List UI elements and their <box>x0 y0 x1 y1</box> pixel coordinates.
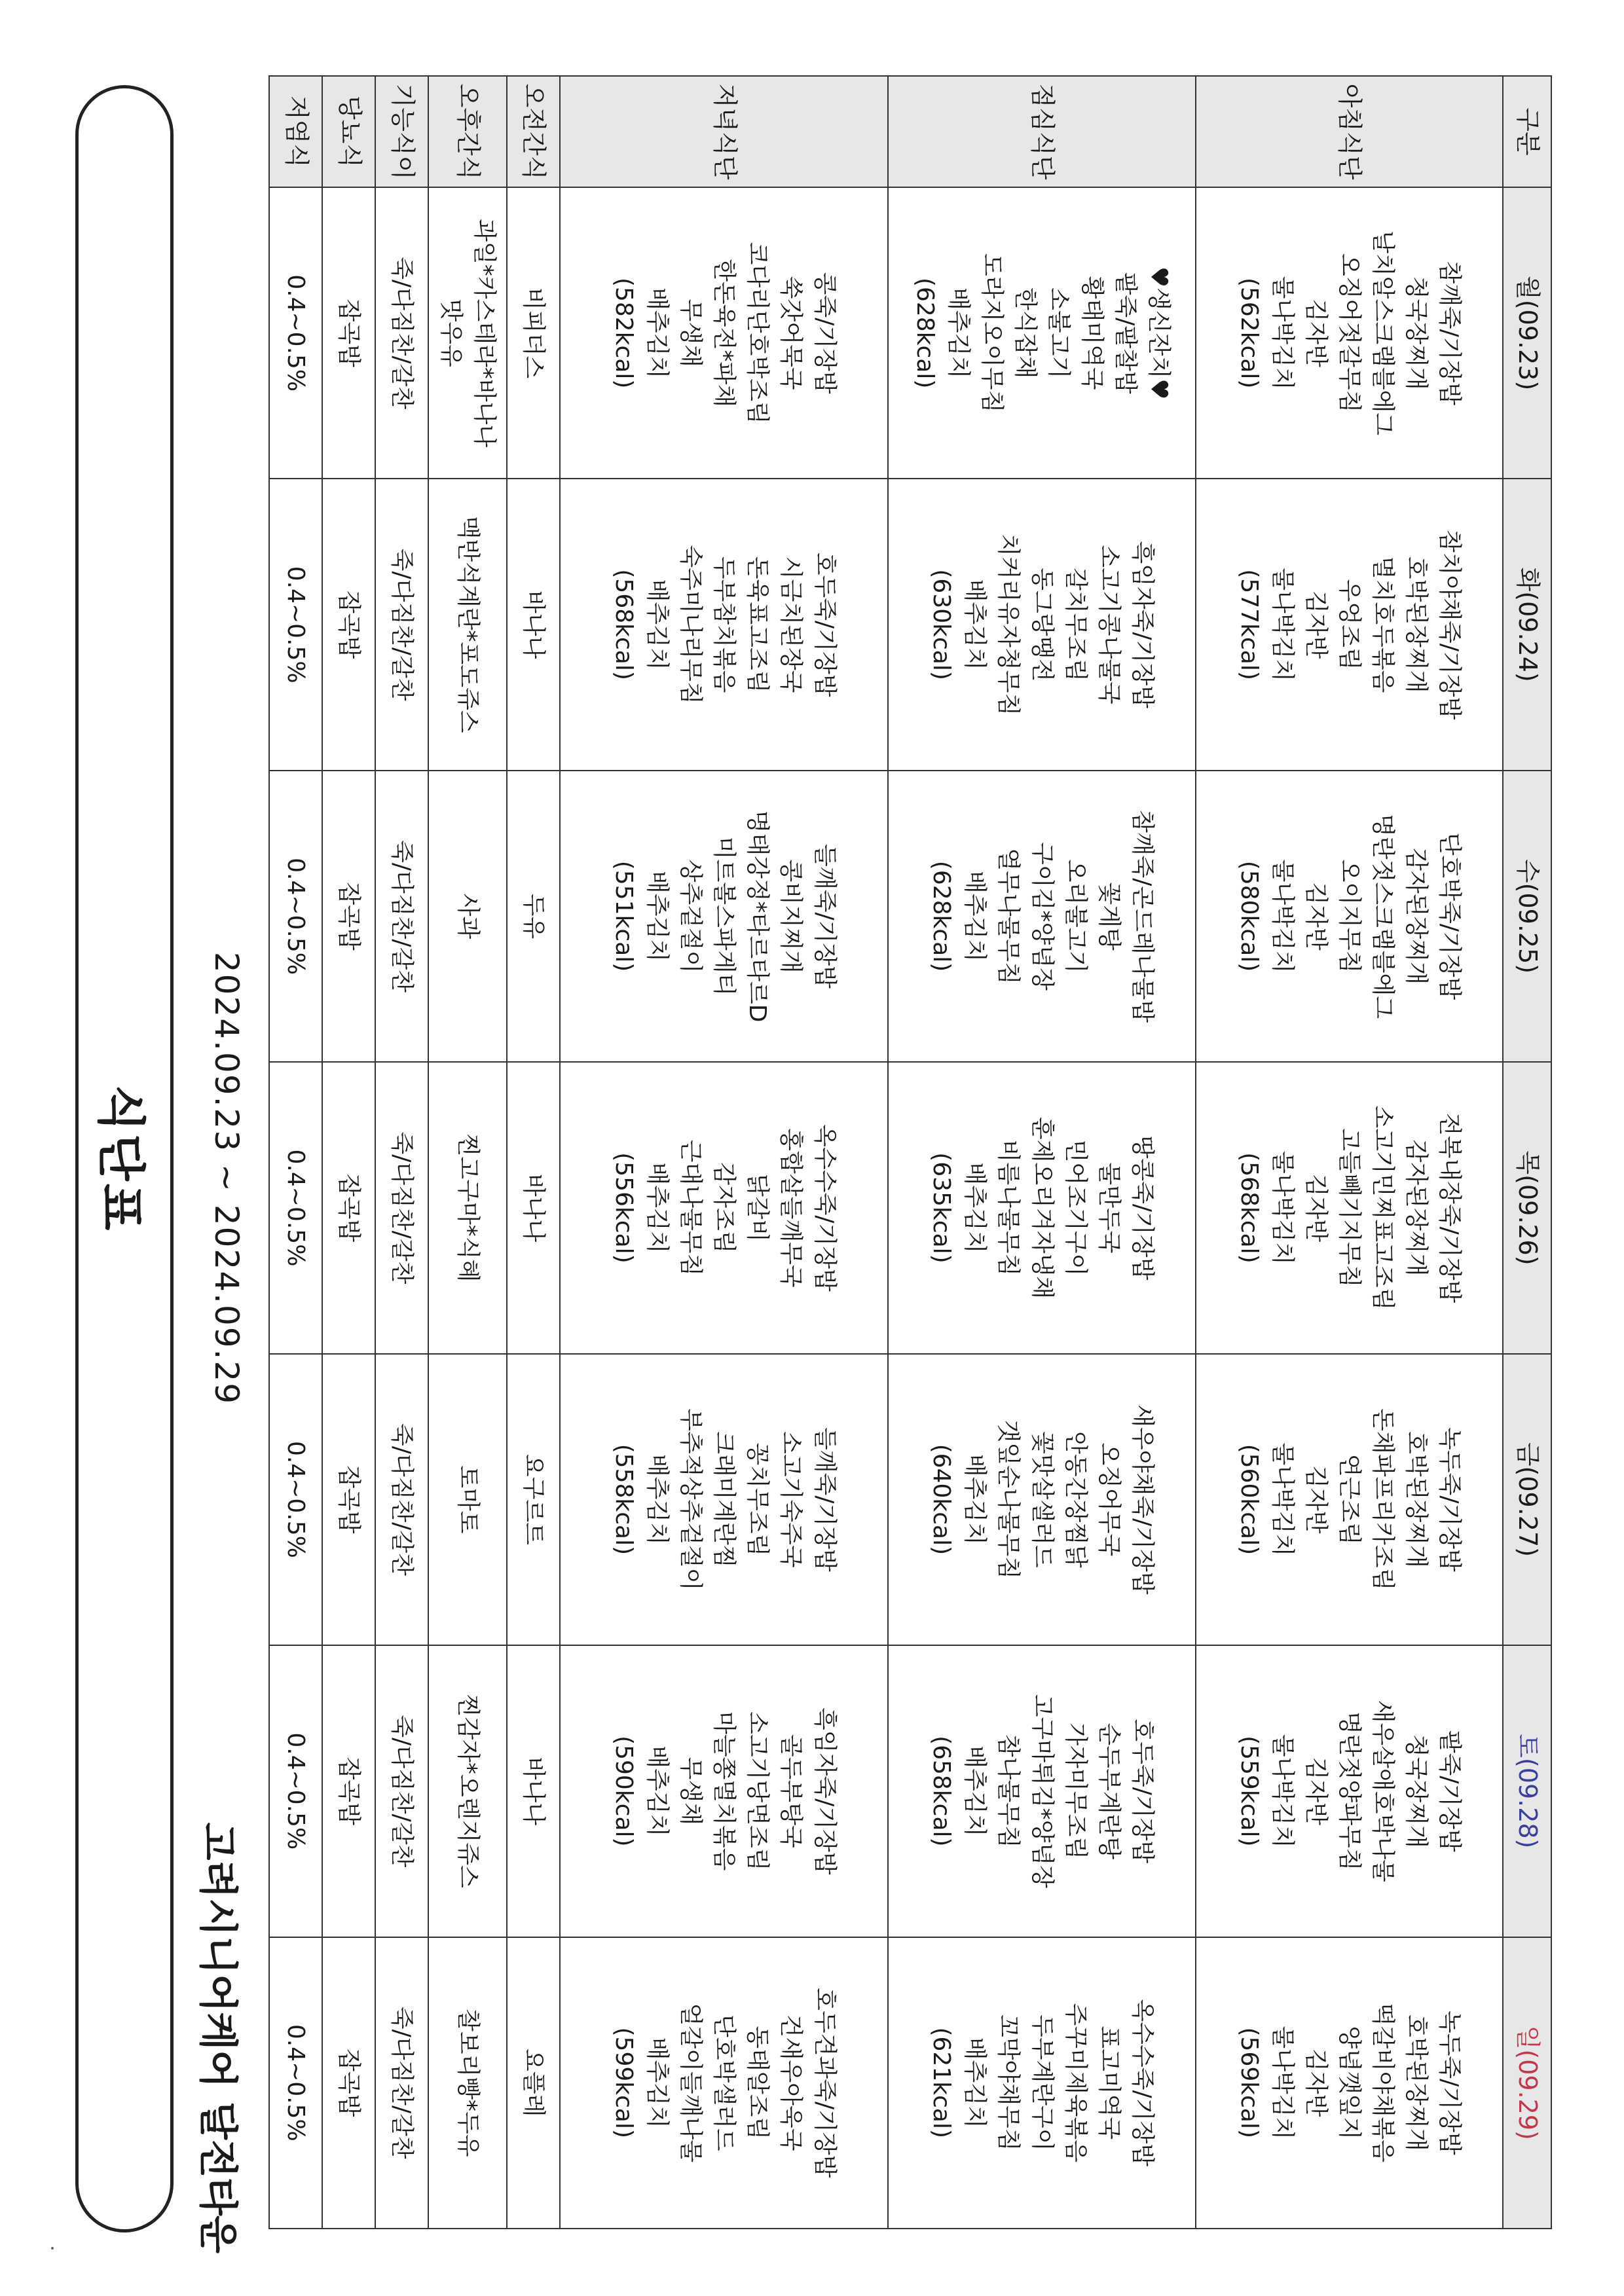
menu-cell <box>322 1645 375 1937</box>
menu-item: 김자반 <box>1302 299 1329 367</box>
menu-cell <box>375 187 428 479</box>
menu-item: 감자된장찌개 <box>1403 1139 1430 1277</box>
menu-item: 요구르트 <box>520 1453 547 1545</box>
menu-item: 0.4~0.5% <box>282 2024 310 2141</box>
day-header: 목(09.26) <box>1503 1062 1551 1353</box>
menu-cell <box>269 771 322 1062</box>
menu-item: 오징어무국 <box>1095 1442 1122 1557</box>
menu-cell <box>322 1354 375 1645</box>
menu-item: 얼갈이들깨나물 <box>677 2003 705 2162</box>
menu-item: 꽃게탕 <box>1095 882 1122 951</box>
menu-item: (569kcal) <box>1235 2027 1263 2139</box>
menu-item: 팥죽/팥찰밥 <box>1112 272 1139 394</box>
menu-item: 배추김치 <box>644 579 671 670</box>
menu-item: 청국장찌개 <box>1403 1734 1430 1848</box>
menu-item: (568kcal) <box>610 569 637 680</box>
menu-item: 김자반 <box>1302 1173 1329 1243</box>
menu-item: 호박된장찌개 <box>1403 2014 1430 2151</box>
menu-item: (560kcal) <box>1235 1444 1263 1556</box>
menu-item: 배추김치 <box>961 1745 989 1837</box>
menu-item: (635kcal) <box>928 1152 955 1264</box>
menu-cell <box>322 1062 375 1353</box>
menu-item: 죽/다짐찬/갈찬 <box>388 2006 416 2159</box>
row-label: 오전간식 <box>507 76 560 187</box>
menu-item: 물만두국 <box>1095 1162 1122 1254</box>
menu-item: 소고기콩나물국 <box>1095 545 1122 704</box>
menu-item: 소고기민찌표고조림 <box>1369 1105 1396 1311</box>
menu-item: 두유 <box>520 893 547 939</box>
menu-item: 단호박죽/기장밥 <box>1436 832 1464 1000</box>
menu-item: 0.4~0.5% <box>282 858 310 975</box>
menu-item: 명태강정*타르타르D <box>744 810 771 1023</box>
menu-item: (559kcal) <box>1235 1736 1263 1847</box>
menu-cell <box>507 1354 560 1645</box>
menu-cell <box>375 1354 428 1645</box>
menu-item: (630kcal) <box>928 569 955 680</box>
menu-item: 고들빼기지무침 <box>1335 1128 1363 1288</box>
menu-cell <box>375 1645 428 1937</box>
menu-item: 호두견과죽/기장밥 <box>811 1988 838 2178</box>
day-header-saturday: 토(09.28) <box>1503 1645 1551 1937</box>
menu-cell <box>1196 187 1503 479</box>
menu-cell <box>1196 1937 1503 2229</box>
menu-item: 잡곡밥 <box>335 1173 363 1243</box>
menu-item: 찰보리빵*두유 <box>454 2008 481 2157</box>
menu-item: 꼬막야채무침 <box>995 2014 1022 2151</box>
menu-item: 배추김치 <box>644 1162 671 1254</box>
menu-item: (551kcal) <box>610 860 637 972</box>
menu-item: 돈채파프리카조림 <box>1369 1408 1396 1591</box>
menu-item: 호두죽/기장밥 <box>1128 1719 1156 1864</box>
menu-cell <box>1196 1062 1503 1353</box>
menu-cell <box>375 1937 428 2229</box>
menu-item: 가자미무조림 <box>1061 1722 1089 1860</box>
functional-diet-row <box>375 76 428 2229</box>
menu-item: 죽/다짐찬/갈찬 <box>388 1423 416 1576</box>
row-label: 당뇨식 <box>322 76 375 187</box>
menu-cell <box>507 771 560 1062</box>
page-title: 식단표 <box>92 1084 149 1233</box>
row-label: 점심식단 <box>888 76 1195 187</box>
menu-cell <box>560 771 888 1062</box>
menu-item: 전복내장죽/기장밥 <box>1436 1112 1464 1303</box>
menu-item: 숙주미나리무침 <box>677 545 705 704</box>
menu-cell <box>507 1937 560 2229</box>
menu-item: 단호박샐러드 <box>710 2014 738 2151</box>
menu-item: (568kcal) <box>1235 1152 1263 1264</box>
menu-item: 소불고기 <box>1045 287 1073 379</box>
menu-item: (556kcal) <box>610 1152 637 1264</box>
menu-cell <box>507 187 560 479</box>
menu-cell <box>1196 771 1503 1062</box>
menu-item: 콩죽/기장밥 <box>811 272 838 394</box>
menu-item: 들깨죽/기장밥 <box>811 1427 838 1572</box>
row-label: 아침식단 <box>1196 76 1503 187</box>
menu-item: 청국장찌개 <box>1403 276 1430 390</box>
menu-item: 소고기당면조림 <box>744 1711 771 1871</box>
menu-item: 녹두죽/기장밥 <box>1436 1427 1464 1572</box>
menu-item: 감자조림 <box>710 1162 738 1254</box>
menu-cell <box>269 1354 322 1645</box>
menu-item: 배추김치 <box>944 287 972 379</box>
menu-item: 바나나 <box>520 1757 547 1825</box>
menu-item: 옥수수죽/기장밥 <box>1128 1999 1156 2167</box>
header-row <box>1503 76 1551 2229</box>
menu-cell <box>560 187 888 479</box>
menu-cell <box>322 771 375 1062</box>
menu-item: 과일*카스테라*바나나 <box>471 219 498 448</box>
menu-cell <box>1196 1645 1503 1937</box>
menu-item: 날치알스크램블에그 <box>1369 230 1396 436</box>
menu-item: 치커리유자청무침 <box>995 534 1022 716</box>
menu-item: 물나박김치 <box>1268 1151 1296 1265</box>
menu-item: 배추김치 <box>961 1453 989 1545</box>
menu-item: 건새우아욱국 <box>777 2014 805 2151</box>
menu-cell <box>428 1937 507 2229</box>
menu-item: 동그랑땡전 <box>1028 568 1056 682</box>
menu-item: 맥반석계란*포도쥬스 <box>454 516 481 733</box>
menu-item: (580kcal) <box>1235 860 1263 972</box>
low-salt-diet-row <box>269 76 322 2229</box>
menu-item: 한돈육전*파채 <box>710 259 738 408</box>
menu-item: 0.4~0.5% <box>282 1732 310 1850</box>
menu-item: 민어조기구이 <box>1061 1139 1089 1277</box>
menu-item: 배추김치 <box>961 579 989 670</box>
menu-item: 죽/다짐찬/갈찬 <box>388 1715 416 1868</box>
menu-cell <box>560 1645 888 1937</box>
menu-item: 요플레 <box>520 2049 547 2117</box>
menu-item: 감자된장찌개 <box>1403 848 1430 985</box>
menu-item: 김자반 <box>1302 1465 1329 1534</box>
day-header: 화(09.24) <box>1503 479 1551 770</box>
morning-snack-row <box>507 76 560 2229</box>
menu-item: 마늘쫑멸치볶음 <box>710 1711 738 1871</box>
menu-item: 흑임자죽/기장밥 <box>1128 541 1156 708</box>
menu-item: 호박된장찌개 <box>1403 1431 1430 1568</box>
breakfast-row <box>1196 76 1503 2229</box>
menu-item: 물나박김치 <box>1268 1734 1296 1848</box>
menu-item: 순두부계란탕 <box>1095 1722 1122 1860</box>
menu-item: 두부참치볶음 <box>710 556 738 693</box>
menu-item: 갯잎순나물무침 <box>995 1419 1022 1580</box>
menu-cell <box>560 1062 888 1353</box>
corner-header: 구분 <box>1503 76 1551 187</box>
menu-item: 골두부탕국 <box>777 1734 805 1848</box>
menu-item: 물나박김치 <box>1268 2026 1296 2140</box>
menu-cell <box>1196 1354 1503 1645</box>
menu-item: 잡곡밥 <box>335 882 363 951</box>
menu-item: 김자반 <box>1302 882 1329 951</box>
menu-item: 참깨죽/기장밥 <box>1436 261 1464 406</box>
menu-item: 바나나 <box>520 1173 547 1243</box>
row-label: 기능식이 <box>375 76 428 187</box>
afternoon-snack-row <box>428 76 507 2229</box>
menu-cell <box>888 187 1195 479</box>
menu-cell <box>888 1645 1195 1937</box>
menu-cell <box>428 771 507 1062</box>
menu-item: 근대나물무침 <box>677 1139 705 1277</box>
menu-item: 잡곡밥 <box>335 1757 363 1825</box>
menu-item: 고구마튀김*양념장 <box>1028 1694 1056 1888</box>
menu-item: 사과 <box>454 893 481 939</box>
menu-item: 열무나물무침 <box>995 848 1022 985</box>
menu-item: (640kcal) <box>928 1444 955 1556</box>
menu-item: 무생채 <box>677 299 705 367</box>
menu-cell <box>507 1645 560 1937</box>
menu-item: 호두죽/기장밥 <box>811 552 838 697</box>
menu-item: 바나나 <box>520 590 547 659</box>
menu-item: 한식잡채 <box>1012 287 1039 379</box>
menu-item: 주꾸미제육볶음 <box>1061 2003 1089 2162</box>
menu-item: 녹두죽/기장밥 <box>1436 2010 1464 2155</box>
menu-item: 참깨죽/곤드레나물밥 <box>1128 809 1156 1023</box>
menu-item: 물나박김치 <box>1268 276 1296 390</box>
menu-item: 갈치무조림 <box>1061 568 1089 682</box>
menu-item: 배추김치 <box>961 871 989 962</box>
menu-item: 잡곡밥 <box>335 2049 363 2117</box>
menu-item: 죽/다짐찬/갈찬 <box>388 840 416 993</box>
menu-item: 미트볼스파게티 <box>710 836 738 996</box>
menu-cell <box>269 1062 322 1353</box>
menu-item: 배추김치 <box>644 1745 671 1837</box>
menu-item: 잡곡밥 <box>335 590 363 659</box>
menu-item: 멸치호두볶음 <box>1369 556 1396 693</box>
menu-item: 두부계란구이 <box>1028 2014 1056 2151</box>
menu-item: 황태미역국 <box>1079 276 1106 390</box>
menu-item: 부추적상추겉절이 <box>677 1408 705 1591</box>
menu-cell <box>428 1645 507 1937</box>
menu-item: 동태알조림 <box>744 2026 771 2140</box>
menu-cell <box>888 1937 1195 2229</box>
menu-item: 옥수수죽/기장밥 <box>811 1124 838 1292</box>
menu-item: 홍합살들깨무국 <box>777 1128 805 1288</box>
menu-item: 0.4~0.5% <box>282 1440 310 1558</box>
menu-item: 코다리단호박조림 <box>744 242 771 424</box>
menu-item: 흑임자죽/기장밥 <box>811 1707 838 1875</box>
menu-item: 0.4~0.5% <box>282 274 310 392</box>
day-header: 금(09.27) <box>1503 1354 1551 1645</box>
scan-dot <box>51 2247 54 2250</box>
menu-cell <box>888 771 1195 1062</box>
menu-table <box>268 75 1552 2229</box>
day-header: 월(09.23) <box>1503 187 1551 479</box>
menu-item: (562kcal) <box>1235 277 1263 389</box>
menu-cell <box>428 1062 507 1353</box>
menu-item: 명란젓양파무침 <box>1335 1711 1363 1871</box>
menu-item: 훈제오리겨자냉채 <box>1028 1116 1056 1300</box>
menu-item: 찐감자*오렌지쥬스 <box>454 1694 481 1888</box>
menu-item: (621kcal) <box>928 2027 955 2139</box>
menu-item: 찐고구마*식혜 <box>454 1133 481 1283</box>
menu-item: 표고미역국 <box>1095 2026 1122 2140</box>
menu-item: 물나박김치 <box>1268 1442 1296 1557</box>
menu-cell <box>322 1937 375 2229</box>
menu-cell <box>269 187 322 479</box>
menu-item: (590kcal) <box>610 1736 637 1847</box>
menu-item: 닭갈비 <box>744 1173 771 1243</box>
menu-item: 배추김치 <box>961 2037 989 2128</box>
menu-item: 토마토 <box>454 1465 481 1534</box>
menu-item: 김자반 <box>1302 2049 1329 2117</box>
menu-item: 꽃맛살샐러드 <box>1028 1431 1056 1568</box>
menu-item: (628kcal) <box>928 860 955 972</box>
menu-cell <box>560 1354 888 1645</box>
menu-item: 도라지오이무침 <box>978 253 1005 413</box>
menu-cell <box>375 479 428 770</box>
menu-item: 연근조림 <box>1335 1453 1363 1545</box>
menu-item: 잡곡밥 <box>335 299 363 367</box>
day-header-sunday: 일(09.29) <box>1503 1937 1551 2229</box>
menu-item: 0.4~0.5% <box>282 1149 310 1267</box>
menu-item: 무생채 <box>677 1757 705 1825</box>
menu-cell <box>269 479 322 770</box>
menu-item: 새우살애호박나물 <box>1369 1700 1396 1882</box>
menu-cell <box>375 771 428 1062</box>
menu-item: 명란젓스크램블에그 <box>1369 814 1396 1019</box>
menu-item: 물나박김치 <box>1268 859 1296 974</box>
row-label: 오후간식 <box>428 76 507 187</box>
menu-item: 죽/다짐찬/갈찬 <box>388 1131 416 1285</box>
menu-cell <box>507 1062 560 1353</box>
menu-item: 꽁치무조림 <box>744 1442 771 1557</box>
menu-item: 죽/다짐찬/갈찬 <box>388 257 416 410</box>
menu-cell <box>269 1645 322 1937</box>
menu-item: 참치야채죽/기장밥 <box>1436 529 1464 720</box>
menu-item: 호박된장찌개 <box>1403 556 1430 693</box>
menu-item: (582kcal) <box>610 277 637 389</box>
menu-item: 새우야채죽/기장밥 <box>1128 1404 1156 1595</box>
menu-cell <box>888 1062 1195 1353</box>
menu-item: (599kcal) <box>610 2027 637 2139</box>
menu-item: 김자반 <box>1302 1757 1329 1825</box>
menu-item: 떡갈비야채볶음 <box>1369 2003 1396 2162</box>
menu-item: 쑥갓어묵국 <box>777 276 805 390</box>
menu-item: 돈육표고조림 <box>744 556 771 693</box>
menu-item: 팥죽/기장밥 <box>1436 1730 1464 1852</box>
menu-cell <box>888 1354 1195 1645</box>
menu-cell <box>428 1354 507 1645</box>
menu-item: 시금치된장국 <box>777 556 805 693</box>
row-label: 저녁식단 <box>560 76 888 187</box>
menu-item: 오리불고기 <box>1061 859 1089 974</box>
menu-item: (558kcal) <box>610 1444 637 1556</box>
menu-item: 우엉조림 <box>1335 579 1363 670</box>
day-header: 수(09.25) <box>1503 771 1551 1062</box>
menu-cell <box>560 1937 888 2229</box>
menu-cell <box>322 187 375 479</box>
menu-cell <box>269 1937 322 2229</box>
menu-item: 비름나물무침 <box>995 1139 1022 1277</box>
menu-cell <box>888 479 1195 770</box>
menu-item: 물나박김치 <box>1268 568 1296 682</box>
menu-item: 배추김치 <box>644 871 671 962</box>
menu-cell <box>428 187 507 479</box>
menu-cell <box>1196 479 1503 770</box>
menu-item: 배추김치 <box>644 287 671 379</box>
menu-item: 오징어젓갈무침 <box>1335 253 1363 413</box>
lunch-row <box>888 76 1195 2229</box>
menu-item: 0.4~0.5% <box>282 566 310 683</box>
period-range: 2024.09.23 ~ 2024.09.29 <box>208 951 246 1406</box>
menu-cell <box>507 479 560 770</box>
menu-item: 들깨죽/기장밥 <box>811 844 838 989</box>
organization-name: 고려시니어케어 달전타운 <box>194 1822 240 2253</box>
menu-item: 비피더스 <box>520 287 547 379</box>
menu-item: 콩비지찌개 <box>777 859 805 974</box>
menu-item: (658kcal) <box>928 1736 955 1847</box>
menu-body <box>269 76 1503 2229</box>
menu-item: 배추김치 <box>644 1453 671 1545</box>
menu-item: (577kcal) <box>1235 569 1263 680</box>
menu-item: 잡곡밥 <box>335 1465 363 1534</box>
menu-item: 땅콩죽/기장밥 <box>1128 1135 1156 1281</box>
menu-item: 상추겉절이 <box>677 859 705 974</box>
diabetic-diet-row <box>322 76 375 2229</box>
menu-item: (628kcal) <box>911 277 938 389</box>
menu-item: 배추김치 <box>961 1162 989 1254</box>
menu-item: 김자반 <box>1302 590 1329 659</box>
title-frame <box>75 85 174 2232</box>
menu-item: 오이지무침 <box>1335 859 1363 974</box>
menu-cell <box>560 479 888 770</box>
menu-cell <box>322 479 375 770</box>
row-label: 저염식 <box>269 76 322 187</box>
menu-item: 참나물무침 <box>995 1734 1022 1848</box>
menu-item: 양념깻잎지 <box>1335 2026 1363 2140</box>
menu-cell <box>375 1062 428 1353</box>
dinner-row <box>560 76 888 2229</box>
menu-item: 배추김치 <box>644 2037 671 2128</box>
menu-item: 죽/다짐찬/갈찬 <box>388 548 416 701</box>
menu-item: 소고기숙주국 <box>777 1431 805 1568</box>
menu-item: 맛우유 <box>437 299 465 367</box>
menu-cell <box>428 479 507 770</box>
menu-item: 크래미계란찜 <box>710 1431 738 1568</box>
menu-item: 안동간장찜닭 <box>1061 1431 1089 1568</box>
menu-item: ♥생신잔치♥ <box>1145 266 1173 400</box>
menu-item: 구이김*양념장 <box>1028 842 1056 991</box>
